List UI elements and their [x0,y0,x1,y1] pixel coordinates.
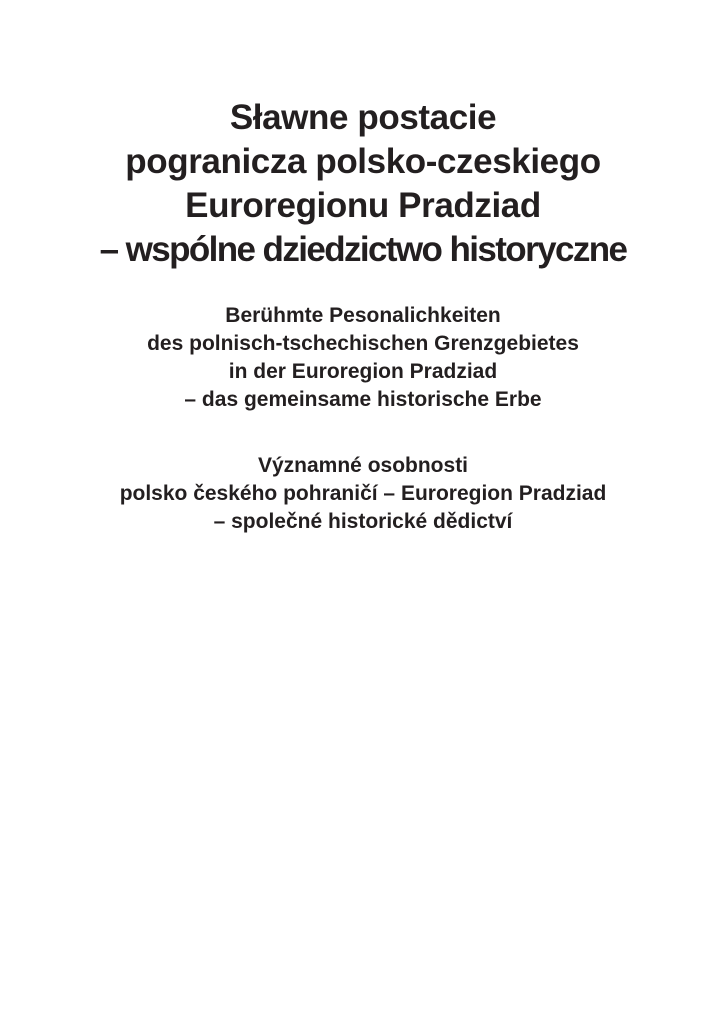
german-title-line-3: in der Euroregion Pradziad [228,360,498,383]
polish-title-line-3: Euroregionu Pradziad [185,186,541,225]
german-title-line-1: Berühmte Pesonalichkeiten [225,304,501,327]
czech-title-line-2: polsko českého pohraničí – Euroregion Pradziad [119,482,607,505]
german-title [0,302,726,414]
polish-title-line-1: Sławne postacie [229,98,497,137]
german-title-line-4: – das gemeinsame historische Erbe [184,388,542,411]
german-title-line-2: des polnisch-tschechischen Grenzgebietes [147,332,579,355]
czech-title [0,452,726,536]
czech-title-line-1: Významné osobnosti [257,454,469,477]
polish-title [0,96,726,272]
polish-title-line-4: – wspólne dziedzictwo historyczne [99,230,627,269]
polish-title-line-2: pogranicza polsko-czeskiego [125,142,601,181]
czech-title-line-3: – společné historické dědictví [213,510,513,533]
